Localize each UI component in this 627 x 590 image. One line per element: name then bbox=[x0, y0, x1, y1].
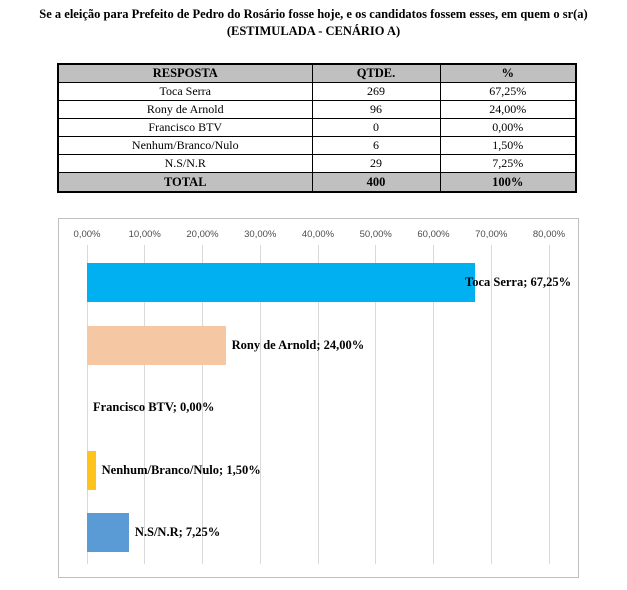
data-bar bbox=[87, 513, 129, 552]
data-bar bbox=[87, 326, 226, 365]
table-row bbox=[58, 137, 576, 155]
table-row bbox=[58, 83, 576, 101]
cell-pct: 0,00% bbox=[440, 119, 576, 137]
x-axis-tick-label: 60,00% bbox=[417, 229, 450, 240]
data-bar-label: Rony de Arnold; 24,00% bbox=[231, 337, 365, 352]
x-axis-tick-label: 40,00% bbox=[301, 229, 335, 240]
table-row bbox=[58, 101, 576, 119]
table-total-row bbox=[58, 173, 576, 193]
x-axis-tick-label: 20,00% bbox=[186, 229, 219, 240]
cell-qtde: 29 bbox=[312, 155, 440, 173]
cell-resposta: Rony de Arnold bbox=[58, 101, 312, 119]
x-axis-tick-label: 70,00% bbox=[475, 229, 508, 240]
cell-qtde: 6 bbox=[312, 137, 440, 155]
col-header-resposta: RESPOSTA bbox=[58, 64, 312, 83]
cell-resposta: N.S/N.R bbox=[58, 155, 312, 173]
data-bar-label: Francisco BTV; 0,00% bbox=[93, 400, 215, 415]
cell-qtde: 269 bbox=[312, 83, 440, 101]
data-bar bbox=[87, 451, 96, 490]
x-axis-tick-label: 30,00% bbox=[244, 229, 277, 240]
report-title bbox=[0, 6, 627, 40]
cell-qtde: 0 bbox=[312, 119, 440, 137]
x-axis-tick-label: 80,00% bbox=[532, 229, 566, 240]
cell-pct: 24,00% bbox=[440, 101, 576, 119]
results-table bbox=[57, 63, 577, 193]
x-axis-tick-label: 10,00% bbox=[128, 229, 161, 240]
cell-resposta: Toca Serra bbox=[58, 83, 312, 101]
report-title-line2: (ESTIMULADA - CENÁRIO A) bbox=[226, 24, 401, 38]
table-row bbox=[58, 119, 576, 137]
cell-resposta: Francisco BTV bbox=[58, 119, 312, 137]
table-header-row bbox=[58, 64, 576, 83]
cell-pct: 7,25% bbox=[440, 155, 576, 173]
cell-pct: 67,25% bbox=[440, 83, 576, 101]
col-header-qtde: QTDE. bbox=[312, 64, 440, 83]
cell-pct: 1,50% bbox=[440, 137, 576, 155]
data-bar-label: Toca Serra; 67,25% bbox=[465, 275, 572, 289]
data-bar-label: Nenhum/Branco/Nulo; 1,50% bbox=[101, 462, 261, 477]
cell-qtde: 96 bbox=[312, 101, 440, 119]
data-bar bbox=[87, 263, 475, 302]
x-axis-tick-label: 0,00% bbox=[73, 229, 101, 240]
cell-total-label: TOTAL bbox=[58, 173, 312, 193]
cell-resposta: Nenhum/Branco/Nulo bbox=[58, 137, 312, 155]
cell-total-qtde: 400 bbox=[312, 173, 440, 193]
x-axis-tick-label: 50,00% bbox=[359, 229, 392, 240]
table-row bbox=[58, 155, 576, 173]
col-header-pct: % bbox=[440, 64, 576, 83]
bar-chart bbox=[58, 218, 579, 578]
data-bar-label: N.S/N.R; 7,25% bbox=[134, 525, 221, 540]
cell-total-pct: 100% bbox=[440, 173, 576, 193]
report-title-line1: Se a eleição para Prefeito de Pedro do Rosário fosse hoje, e os candidatos fossem esses, em quem o sr(a) bbox=[39, 7, 588, 21]
